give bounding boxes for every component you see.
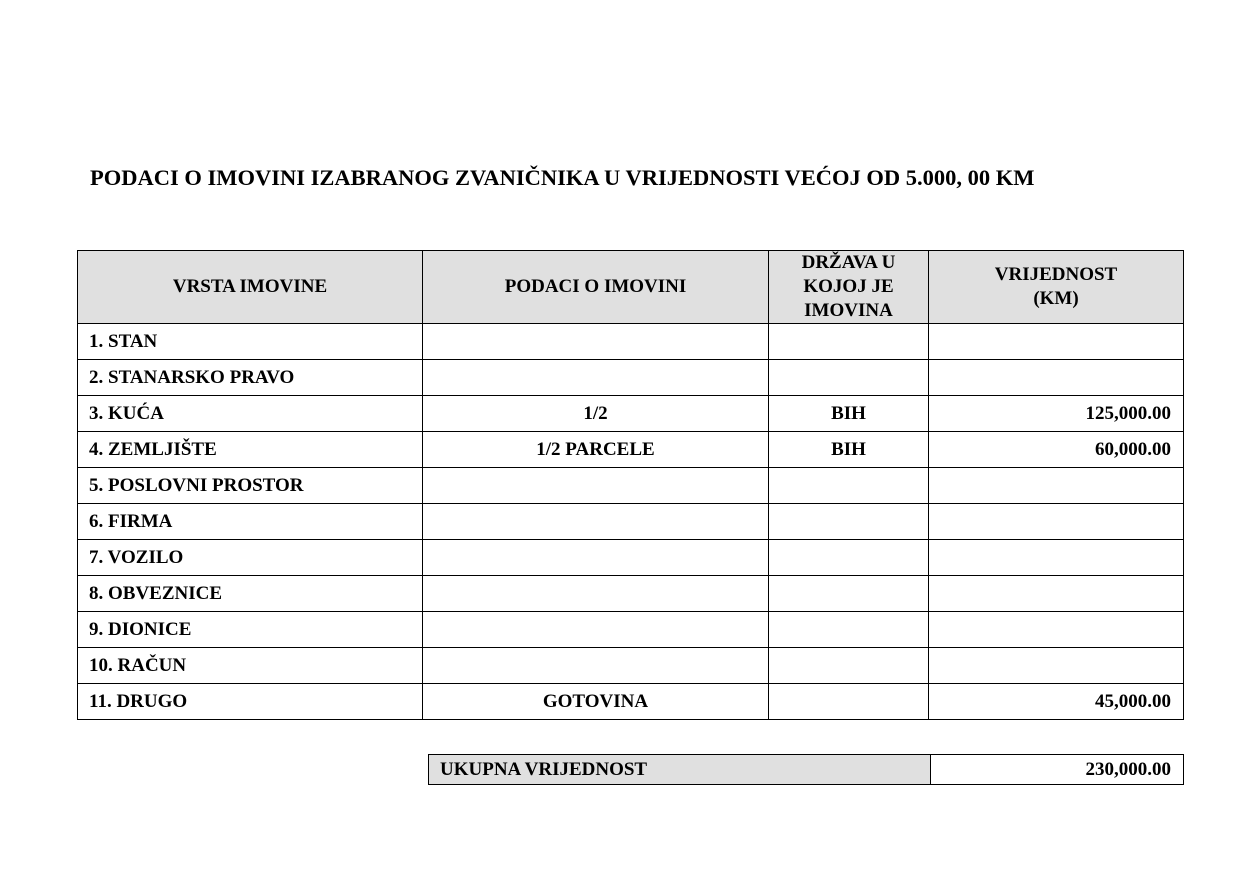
asset-type-cell: 3. KUĆA [78,396,423,432]
asset-type-cell: 5. POSLOVNI PROSTOR [78,468,423,504]
asset-type-cell: 1. STAN [78,324,423,360]
header-asset-type: VRSTA IMOVINE [78,251,423,324]
asset-country-cell [769,468,929,504]
asset-value-cell [929,360,1184,396]
asset-type-cell: 4. ZEMLJIŠTE [78,432,423,468]
table-row [78,396,1184,432]
table-row [78,540,1184,576]
table-row [78,612,1184,648]
asset-type-cell: 6. FIRMA [78,504,423,540]
asset-details-cell [423,540,769,576]
table-row [78,648,1184,684]
asset-details-cell [423,648,769,684]
asset-country-cell [769,504,929,540]
asset-details-cell [423,504,769,540]
assets-table [77,250,1184,720]
asset-type-cell: 2. STANARSKO PRAVO [78,360,423,396]
asset-value-cell: 45,000.00 [929,684,1184,720]
asset-value-cell: 125,000.00 [929,396,1184,432]
asset-country-cell [769,540,929,576]
asset-details-cell: 1/2 [423,396,769,432]
asset-details-cell [423,324,769,360]
asset-country-cell: BIH [769,432,929,468]
page-title: PODACI O IMOVINI IZABRANOG ZVANIČNIKA U VRIJEDNOSTI VEĆOJ OD 5.000, 00 KM [90,165,1035,190]
asset-country-cell [769,684,929,720]
asset-country-cell: BIH [769,396,929,432]
asset-details-cell: GOTOVINA [423,684,769,720]
table-row [78,576,1184,612]
asset-country-cell [769,612,929,648]
asset-details-cell [423,612,769,648]
asset-type-cell: 10. RAČUN [78,648,423,684]
asset-value-cell [929,648,1184,684]
asset-value-cell [929,504,1184,540]
asset-country-cell [769,648,929,684]
asset-value-cell [929,540,1184,576]
asset-type-cell: 11. DRUGO [78,684,423,720]
asset-value-cell [929,612,1184,648]
asset-details-cell: 1/2 PARCELE [423,432,769,468]
header-asset-value: VRIJEDNOST (KM) [929,251,1184,324]
table-row [78,504,1184,540]
asset-country-cell [769,576,929,612]
header-asset-details: PODACI O IMOVINI [423,251,769,324]
total-value: 230,000.00 [931,755,1184,785]
asset-type-cell: 7. VOZILO [78,540,423,576]
asset-details-cell [423,576,769,612]
asset-details-cell [423,360,769,396]
table-row [78,324,1184,360]
table-row [78,432,1184,468]
asset-type-cell: 8. OBVEZNICE [78,576,423,612]
asset-country-cell [769,324,929,360]
asset-value-cell [929,468,1184,504]
table-row [78,684,1184,720]
asset-value-cell [929,576,1184,612]
table-row [78,468,1184,504]
total-label: UKUPNA VRIJEDNOST [429,755,931,785]
table-header-row [78,251,1184,324]
table-row [78,360,1184,396]
total-row [429,755,1184,785]
total-table [428,754,1184,785]
asset-value-cell [929,324,1184,360]
header-asset-country: DRŽAVA U KOJOJ JE IMOVINA [769,251,929,324]
asset-details-cell [423,468,769,504]
asset-type-cell: 9. DIONICE [78,612,423,648]
asset-country-cell [769,360,929,396]
asset-value-cell: 60,000.00 [929,432,1184,468]
